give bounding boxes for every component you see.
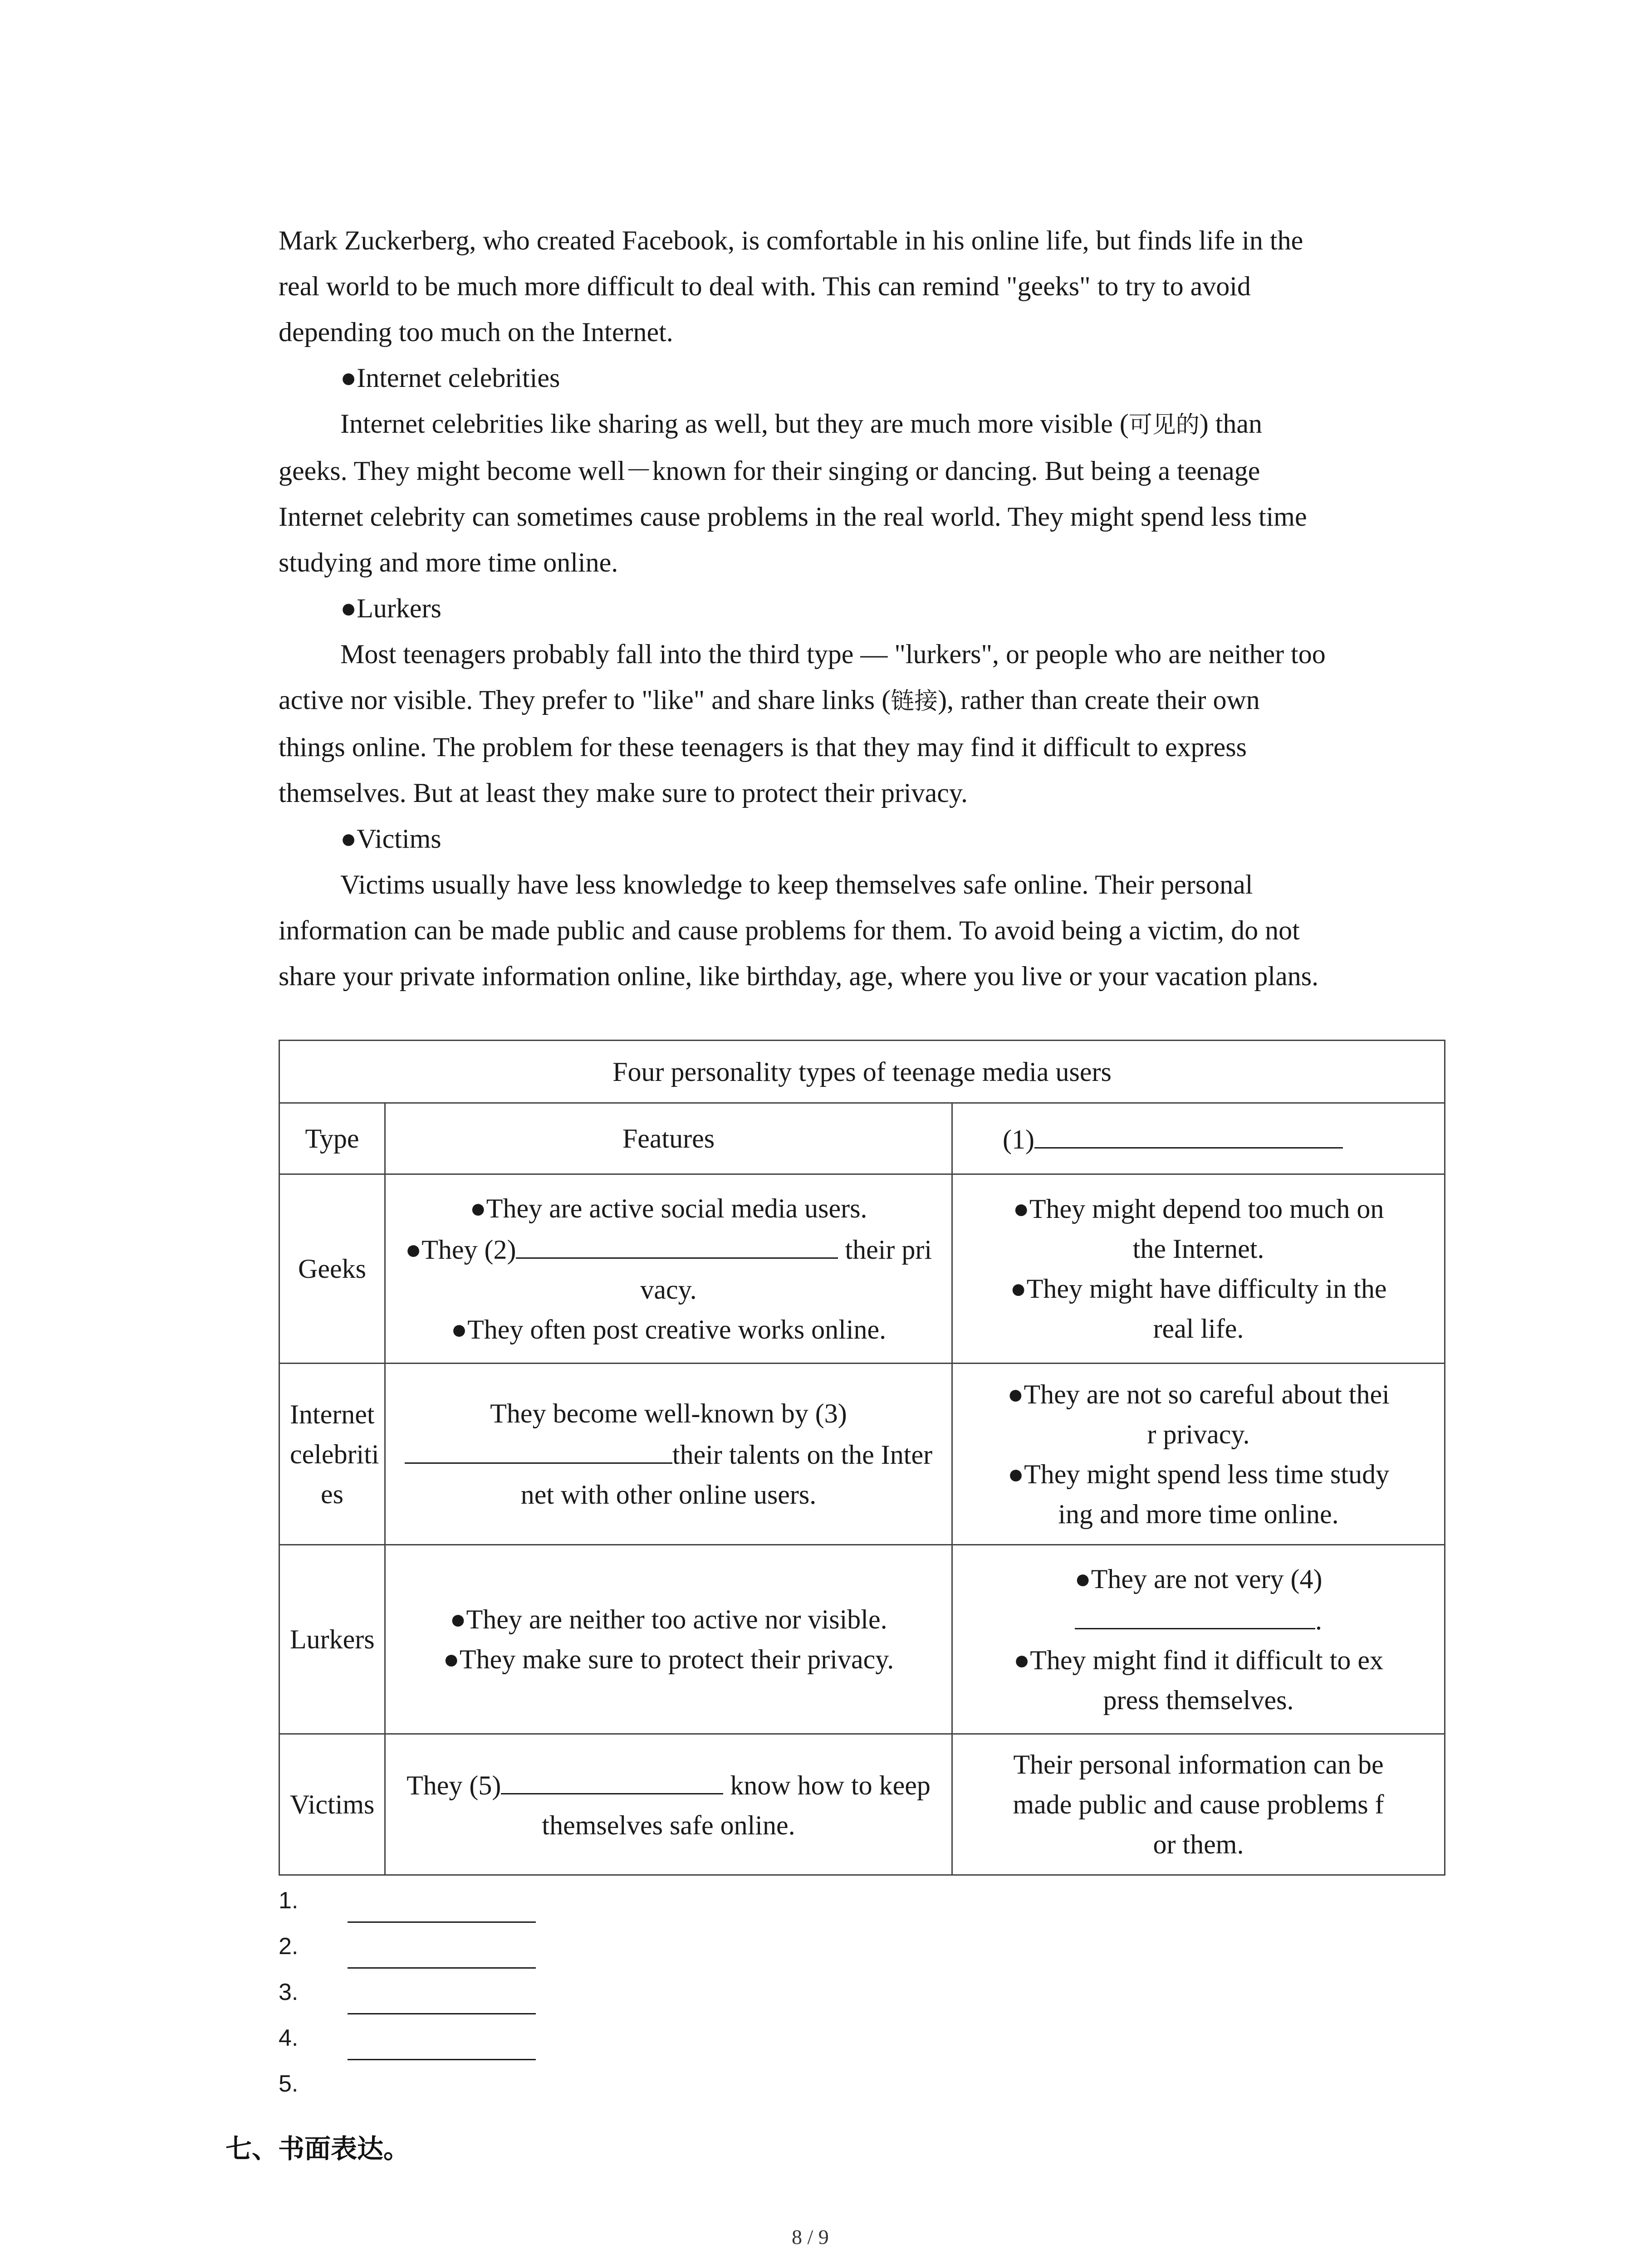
passage-line: Most teenagers probably fall into the third type — "lurkers", or people who are neither too [340,639,1326,669]
passage-line: share your private information online, like birthday, age, where you live or your vacation plans. [279,961,1319,991]
type-line: Internet [290,1399,375,1429]
text-run: ●They (2) [405,1234,516,1265]
features-victims [385,1734,952,1875]
problem-line: made public and cause problems f [1013,1789,1384,1819]
problem-line: real life. [1153,1314,1244,1344]
chinese-gloss: 链接 [891,688,938,715]
passage-line: Internet celebrity can sometimes cause problems in the real world. They might spend less time [279,502,1307,532]
passage-line: themselves. But at least they make sure to protect their privacy. [279,778,968,808]
problems-internet-celebrities [952,1364,1445,1545]
feature-line-blank-3 [396,1433,941,1475]
table-title-row [279,1041,1445,1103]
header-type: Type [279,1103,385,1174]
heading-internet-celebrities: ●Internet celebrities [340,363,560,393]
answer-line[interactable] [348,2013,536,2014]
passage-line [279,677,1449,724]
answer-line[interactable] [348,1967,536,1969]
passage-line [279,401,1449,448]
heading-lurkers: ●Lurkers [340,593,441,623]
passage-line: geeks. They might become well－known for their singing or dancing. But being a teenage [279,456,1260,486]
type-line: celebriti [290,1439,379,1469]
problem-line: ●They are not very (4) [1074,1564,1323,1594]
feature-line: themselves safe online. [542,1810,795,1840]
feature-line: net with other online users. [520,1480,817,1510]
answer-number: 5. [279,2071,299,2097]
type-internet-celebrities [279,1364,385,1545]
text-run: ), rather than create their own [938,685,1260,715]
text-run: their pri [838,1234,932,1265]
answer-number: 1. [279,1887,299,1914]
text-run: active nor visible. They prefer to "like" and share links ( [279,685,891,715]
feature-line: ●They often post creative works online. [451,1314,887,1344]
feature-line: ●They make sure to protect their privacy. [443,1644,894,1674]
passage-line: information can be made public and cause problems for them. To avoid being a victim, do not [279,915,1300,945]
answer-number: 4. [279,2025,299,2051]
page-number: 8 / 9 [792,2225,829,2248]
passage-line: things online. The problem for these teenagers is that they may find it difficult to express [279,732,1247,762]
header-features: Features [385,1103,952,1174]
text-run: know how to keep [723,1770,931,1800]
answer-number: 3. [279,1979,299,2005]
problem-line: ●They are not so careful about thei [1007,1379,1390,1409]
passage-line: Victims usually have less knowledge to keep themselves safe online. Their personal [340,870,1253,899]
table-row-victims [279,1734,1445,1875]
problem-line: the Internet. [1132,1234,1264,1264]
problems-geeks [952,1174,1445,1364]
problem-line: ●They might spend less time study [1007,1459,1390,1489]
header-blank-1 [952,1103,1445,1174]
text-run: Internet celebrities like sharing as well, but they are much more visible ( [340,409,1129,439]
type-geeks: Geeks [279,1174,385,1364]
answer-line[interactable] [348,2059,536,2060]
text-run: their talents on the Inter [672,1440,933,1470]
type-line: es [321,1479,343,1509]
answer-item-4 [279,2015,551,2061]
table-row-lurkers [279,1545,1445,1734]
blank-line-5 [501,1764,723,1794]
feature-line-blank-2 [396,1228,941,1270]
type-lurkers: Lurkers [279,1545,385,1734]
features-geeks [385,1174,952,1364]
table-row-internet-celebrities [279,1364,1445,1545]
blank-line-1 [1034,1118,1343,1149]
problem-line: ●They might depend too much on [1013,1194,1384,1224]
chinese-gloss: 可见的 [1128,411,1200,439]
text-run: They (5) [407,1770,501,1800]
section-title: 七、书面表达。 [225,2133,410,2164]
answer-item-2 [279,1924,551,1970]
blank-line-4 [1075,1599,1315,1629]
features-internet-celebrities [385,1364,952,1545]
answer-line[interactable] [348,1921,536,1923]
passage-line: Mark Zuckerberg, who created Facebook, is comfortable in his online life, but finds life in the [279,225,1303,255]
blank-line-2 [516,1228,838,1259]
passage-line: studying and more time online. [279,547,618,577]
problems-victims [952,1734,1445,1875]
problem-line-blank-4 [963,1599,1434,1640]
feature-line: ●They are active social media users. [470,1193,867,1223]
text-run: ) than [1199,409,1263,439]
problems-lurkers [952,1545,1445,1734]
answer-item-1 [279,1878,551,1924]
problem-line: or them. [1153,1829,1244,1859]
features-lurkers [385,1545,952,1734]
problem-line: r privacy. [1147,1419,1250,1449]
feature-line: ●They are neither too active nor visible. [450,1604,887,1634]
problem-line: Their personal information can be [1013,1750,1384,1779]
problem-line: press themselves. [1103,1685,1294,1715]
feature-line: vacy. [640,1274,697,1305]
feature-line: They become well-known by (3) [490,1398,847,1428]
passage-line: depending too much on the Internet. [279,317,673,347]
answer-item-5 [279,2061,551,2107]
heading-victims: ●Victims [340,824,441,854]
table-row-geeks [279,1174,1445,1364]
passage-line: real world to be much more difficult to deal with. This can remind "geeks" to try to avoid [279,271,1251,301]
feature-line-blank-5 [396,1764,941,1805]
problem-line: ●They might have difficulty in the [1010,1274,1387,1304]
answer-number: 2. [279,1933,299,1960]
table-header-row [279,1103,1445,1174]
personality-types-table [279,1040,1445,1876]
blank-number-1: (1) [1003,1124,1034,1154]
problem-line: ing and more time online. [1058,1499,1339,1529]
reading-passage [279,218,1449,999]
answer-item-3 [279,1970,551,2015]
problem-line: ●They might find it difficult to ex [1013,1645,1383,1675]
text-run: . [1315,1605,1322,1635]
blank-line-3 [405,1433,672,1464]
type-victims: Victims [279,1734,385,1875]
table-title: Four personality types of teenage media users [279,1041,1445,1103]
